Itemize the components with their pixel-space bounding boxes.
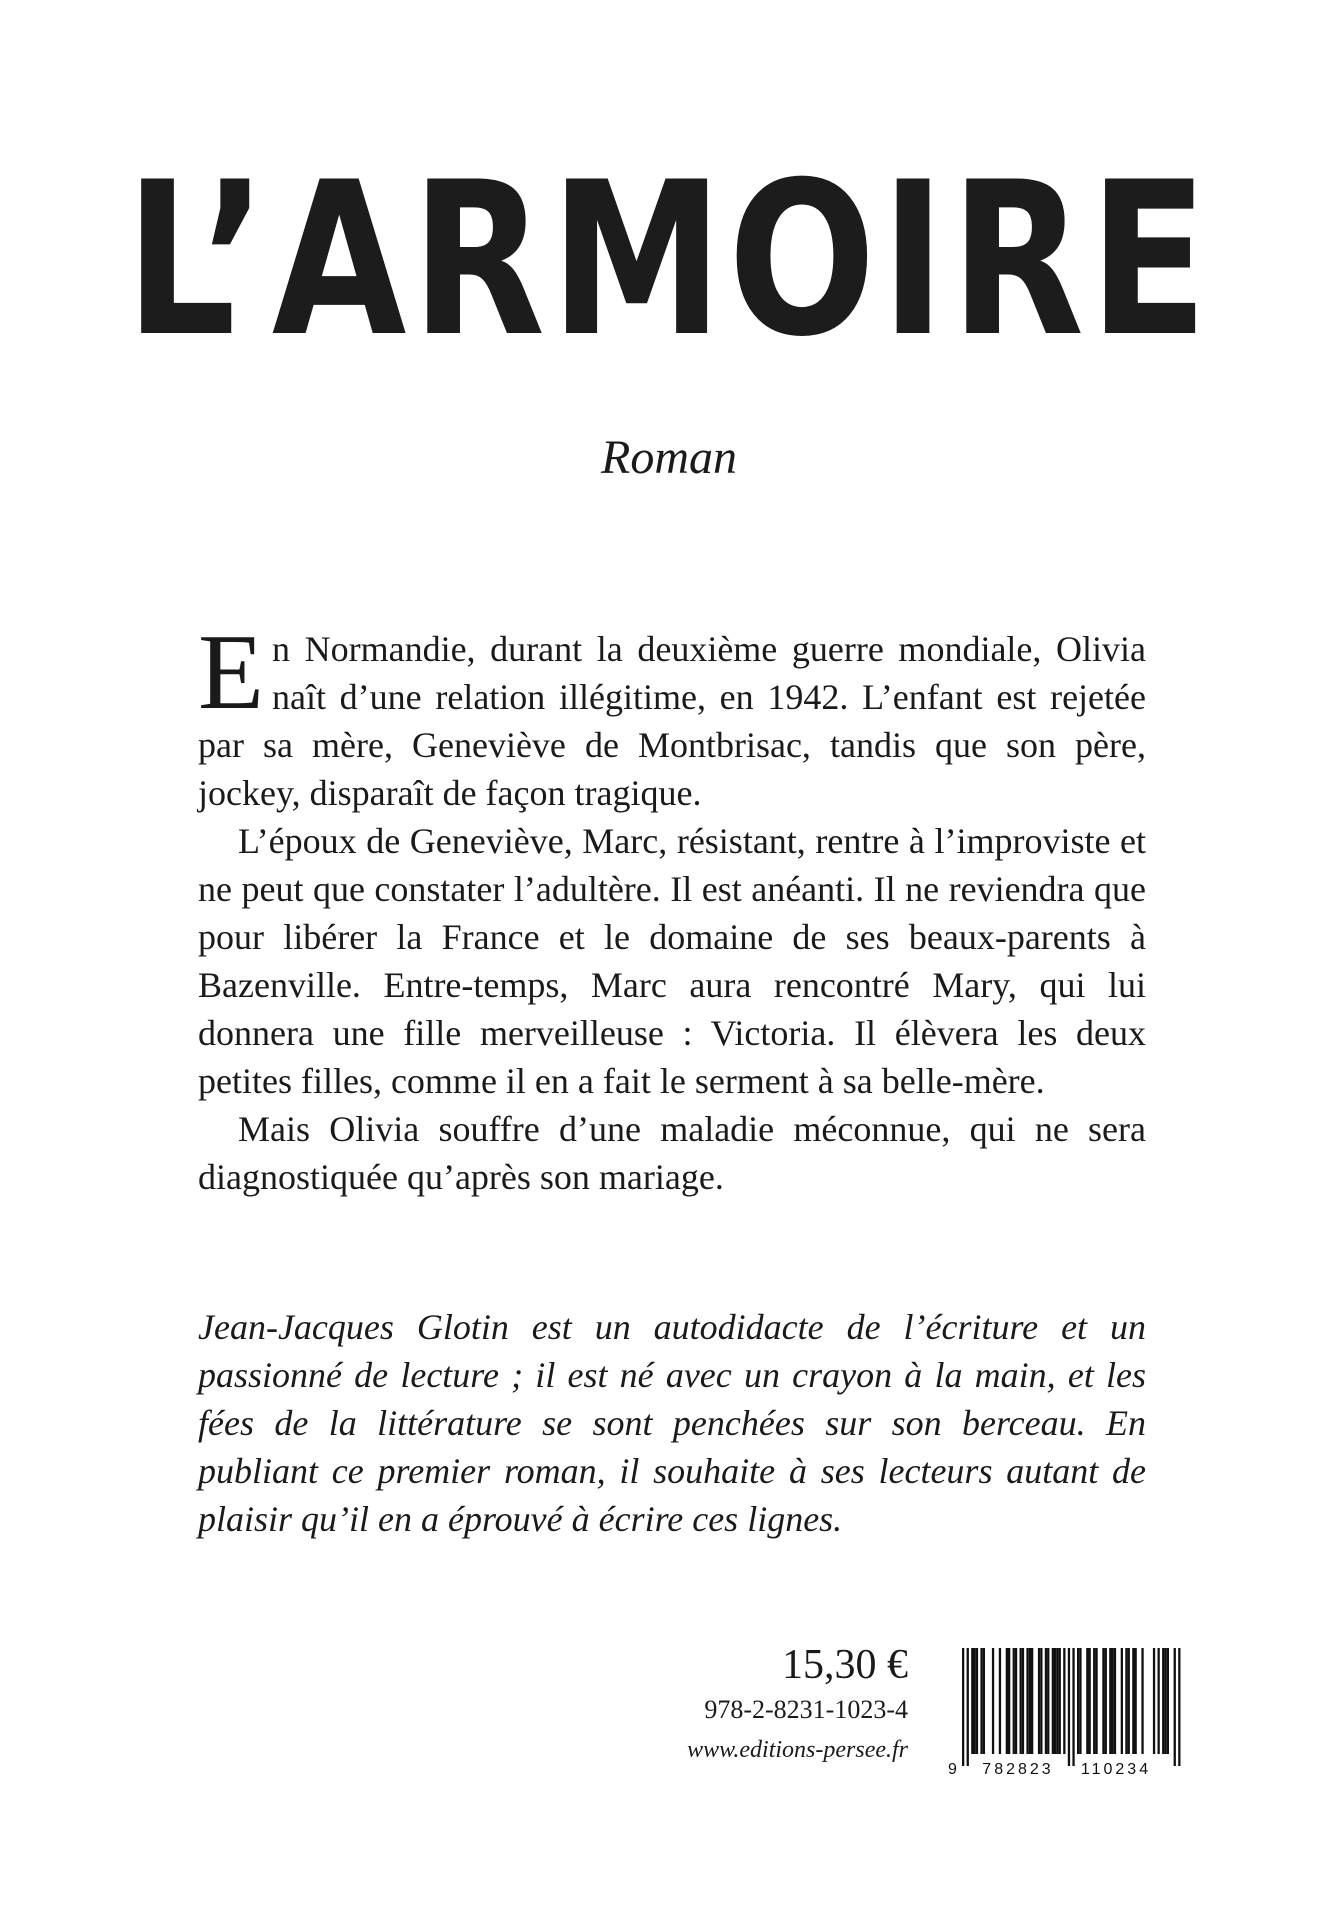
barcode-bar xyxy=(1072,1648,1074,1766)
barcode-bar xyxy=(1135,1648,1137,1754)
barcode-bar xyxy=(1114,1648,1116,1754)
author-bio xyxy=(198,1303,1146,1543)
barcode-bar xyxy=(1162,1648,1164,1754)
barcode-bar xyxy=(1006,1648,1008,1754)
barcode-bar xyxy=(1052,1648,1054,1754)
barcode-bar xyxy=(1022,1648,1024,1754)
barcode-bar xyxy=(1167,1648,1169,1754)
barcode-bar xyxy=(1054,1648,1056,1754)
barcode-bar xyxy=(992,1648,994,1754)
barcode-bar xyxy=(1038,1648,1040,1754)
barcode-bar xyxy=(983,1648,985,1754)
barcode-bar xyxy=(962,1648,964,1766)
book-title: L’ARMOIRE xyxy=(125,136,1213,383)
barcode-bar xyxy=(974,1648,976,1754)
author-bio-text: Jean-Jacques Glotin est un autodidacte de l’écriture et un passionné de lecture ; il est né avec un crayon à la main, et les fées de la littérature se sont penchées sur son berceau. En publiant ce premier roman, il souhaite à ses lecteurs autant de plaisir qu’il en a éprouvé à écrire ces lignes. xyxy=(198,1307,1146,1539)
barcode-bar xyxy=(1095,1648,1097,1754)
publication-info xyxy=(640,1640,908,1770)
barcode-bars xyxy=(962,1648,1181,1766)
drop-cap: E xyxy=(198,613,264,732)
price: 15,30 € xyxy=(782,1642,908,1688)
barcode-bar xyxy=(971,1648,973,1754)
barcode-bar xyxy=(980,1648,982,1754)
barcode-bar xyxy=(1079,1648,1081,1754)
barcode-bar xyxy=(1121,1648,1123,1754)
barcode-bar xyxy=(1102,1648,1104,1754)
barcode-bar xyxy=(1158,1648,1160,1754)
barcode-bar xyxy=(1015,1648,1017,1754)
book-genre: Roman xyxy=(601,431,737,484)
barcode xyxy=(944,1648,1182,1778)
synopsis-paragraph-1 xyxy=(198,613,1146,817)
barcode-bar xyxy=(1174,1648,1176,1766)
synopsis-paragraph-3: Mais Olivia souffre d’une maladie méconnue, qui ne sera diagnostiquée qu’après son mariage. xyxy=(198,1109,1146,1197)
publisher-website: www.editions-persee.fr xyxy=(687,1737,908,1763)
barcode-bar xyxy=(1026,1648,1028,1754)
barcode-bar xyxy=(1056,1648,1058,1754)
barcode-bar xyxy=(1109,1648,1111,1754)
barcode-bar xyxy=(1029,1648,1031,1754)
barcode-bar xyxy=(1141,1648,1143,1754)
barcode-bar xyxy=(1013,1648,1015,1754)
barcode-bar xyxy=(1086,1648,1088,1754)
barcode-bar xyxy=(1164,1648,1166,1754)
barcode-bar xyxy=(1112,1648,1114,1754)
synopsis-paragraph-1-text: n Normandie, durant la deuxième guerre mondiale, Olivia naît d’une relation illégitime, en 1942. L’enfant est rejetée par sa mère, Geneviève de Montbrisac, tandis que son père, jockey, disparaît de façon tragique. xyxy=(198,629,1146,813)
barcode-bar xyxy=(1105,1648,1107,1754)
barcode-bar xyxy=(976,1648,978,1754)
synopsis-paragraph-2: L’époux de Geneviève, Marc, résistant, rentre à l’improviste et ne peut que constater l’adultère. Il est anéanti. Il ne reviendra que pour libérer la France et le domaine de ses beaux-parents à Bazenville. Entre-temps, Marc aura rencontré Mary, qui lui donnera une fille merveilleuse : Victoria. Il élèvera les deux petites filles, comme il en a fait le serment à sa belle-mère. xyxy=(198,821,1146,1101)
barcode-bar xyxy=(1089,1648,1091,1754)
barcode-bar xyxy=(1020,1648,1022,1754)
synopsis xyxy=(198,613,1146,1201)
barcode-bar xyxy=(1059,1648,1061,1754)
barcode-bar xyxy=(1125,1648,1127,1754)
barcode-bar xyxy=(1040,1648,1042,1754)
barcode-left-digits: 782823 xyxy=(982,1761,1054,1778)
barcode-bar xyxy=(967,1648,969,1766)
barcode-bar xyxy=(1031,1648,1033,1754)
barcode-bar xyxy=(1047,1648,1049,1754)
barcode-bar xyxy=(999,1648,1001,1754)
barcode-bar xyxy=(1008,1648,1010,1754)
barcode-first-digit: 9 xyxy=(948,1761,957,1778)
barcode-right-digits: 110234 xyxy=(1080,1761,1152,1778)
barcode-bar xyxy=(1132,1648,1134,1754)
barcode-bar xyxy=(1093,1648,1095,1754)
barcode-bar xyxy=(1153,1648,1155,1754)
isbn: 978-2-8231-1023-4 xyxy=(704,1695,908,1724)
barcode-bar xyxy=(1063,1648,1065,1754)
barcode-bar xyxy=(1178,1648,1180,1766)
barcode-bar xyxy=(1045,1648,1047,1754)
barcode-bar xyxy=(1068,1648,1070,1766)
barcode-bar xyxy=(1077,1648,1079,1754)
barcode-bar xyxy=(1128,1648,1130,1754)
